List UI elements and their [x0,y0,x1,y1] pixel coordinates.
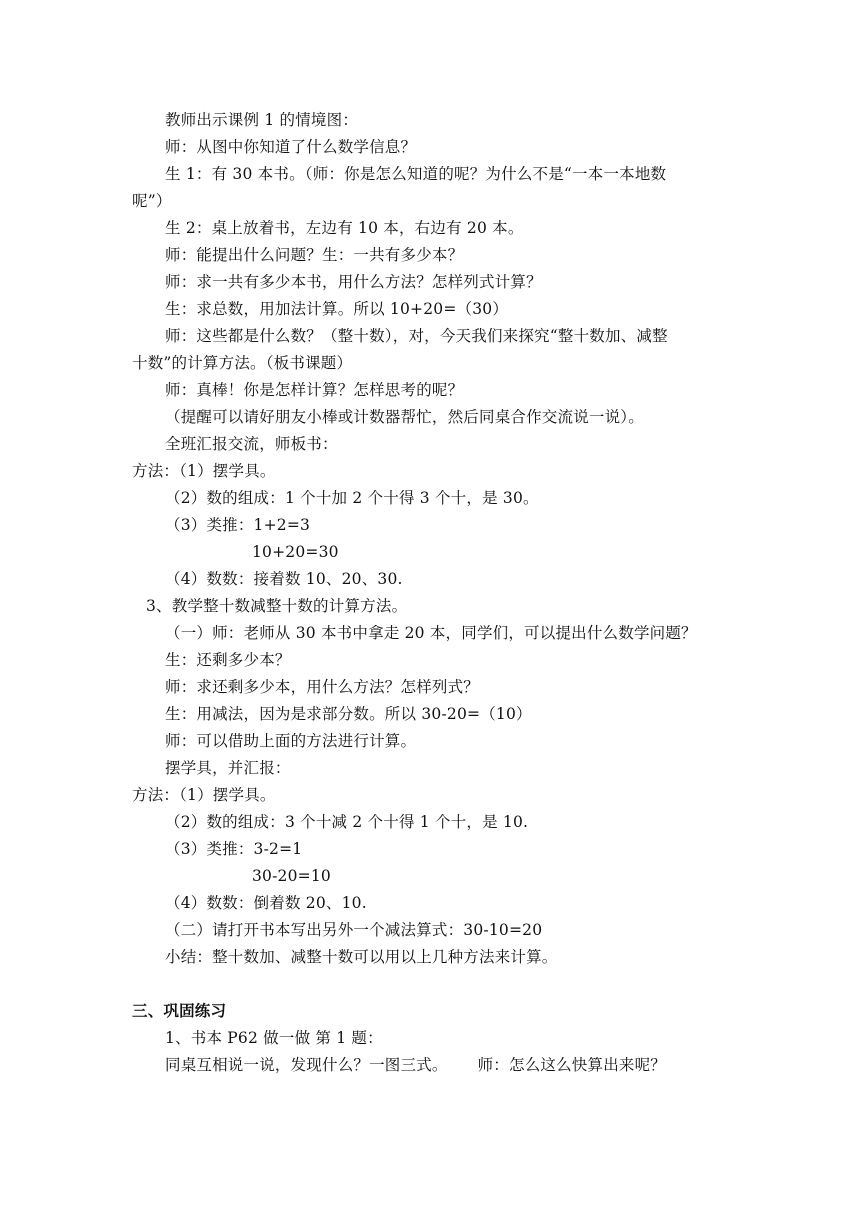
paragraph: 生：求总数，用加法计算。所以 10+20=（30） [165,300,509,318]
paragraph: 师：能提出什么问题？生：一共有多少本？ [165,246,464,264]
paragraph: 师：可以借助上面的方法进行计算。 [165,732,417,750]
paragraph: （2）数的组成：3 个十减 2 个十得 1 个十，是 10. [165,813,529,831]
paragraph: 生：还剩多少本？ [165,651,291,669]
paragraph: 师：求还剩多少本，用什么方法？怎样列式？ [165,678,480,696]
paragraph: （3）类推：1+2=3 [165,516,311,534]
paragraph: 全班汇报交流，师板书： [165,435,338,453]
paragraph: 小结：整十数加、减整十数可以用以上几种方法来计算。 [165,948,558,966]
paragraph: 30-20=10 [252,867,331,885]
paragraph: 方法：（1）摆学具。 [132,462,276,480]
paragraph: 生 1：有 30 本书。（师：你是怎么知道的呢？为什么不是“一本一本地数 [165,165,667,183]
paragraph: （4）数数：倒着数 20、10. [165,894,367,912]
paragraph: （3）类推：3-2=1 [165,840,303,858]
paragraph: 师：怎么这么快算出来呢？ [477,1056,667,1074]
paragraph: （2）数的组成：1 个十加 2 个十得 3 个十，是 30。 [165,489,539,507]
paragraph: 十数”的计算方法。（板书课题） [132,354,353,372]
paragraph: 生：用减法，因为是求部分数。所以 30-20=（10） [165,705,532,723]
paragraph: 师：这些都是什么数？（整十数），对，今天我们来探究“整十数加、减整 [165,327,668,345]
section-heading: 三、巩固练习 [132,1001,227,1020]
paragraph: 10+20=30 [252,543,339,561]
paragraph-row [165,1055,666,1075]
paragraph: 方法：（1）摆学具。 [132,786,276,804]
paragraph: 生 2：桌上放着书，左边有 10 本，右边有 20 本。 [165,219,524,237]
paragraph: 摆学具，并汇报： [165,759,291,777]
paragraph: 师：求一共有多少本书，用什么方法？怎样列式计算？ [165,273,542,291]
paragraph: 同桌互相说一说，发现什么？一图三式。 [165,1056,448,1074]
paragraph: 师：从图中你知道了什么数学信息？ [165,138,417,156]
paragraph: 1、书本 P62 做一做 第 1 题： [165,1029,383,1047]
paragraph: 3、教学整十数减整十数的计算方法。 [146,597,408,615]
paragraph: 师：真棒！你是怎样计算？怎样思考的呢？ [165,381,464,399]
paragraph: （提醒可以请好朋友小棒或计数器帮忙，然后同桌合作交流说一说）。 [165,408,644,426]
paragraph: 呢”） [132,192,172,210]
paragraph: （一）师：老师从 30 本书中拿走 20 本，同学们，可以提出什么数学问题？ [165,624,697,642]
paragraph: （4）数数：接着数 10、20、30. [165,570,403,588]
paragraph: （二）请打开书本写出另外一个减法算式：30-10=20 [165,921,543,939]
paragraph: 教师出示课例 1 的情境图： [165,111,359,129]
